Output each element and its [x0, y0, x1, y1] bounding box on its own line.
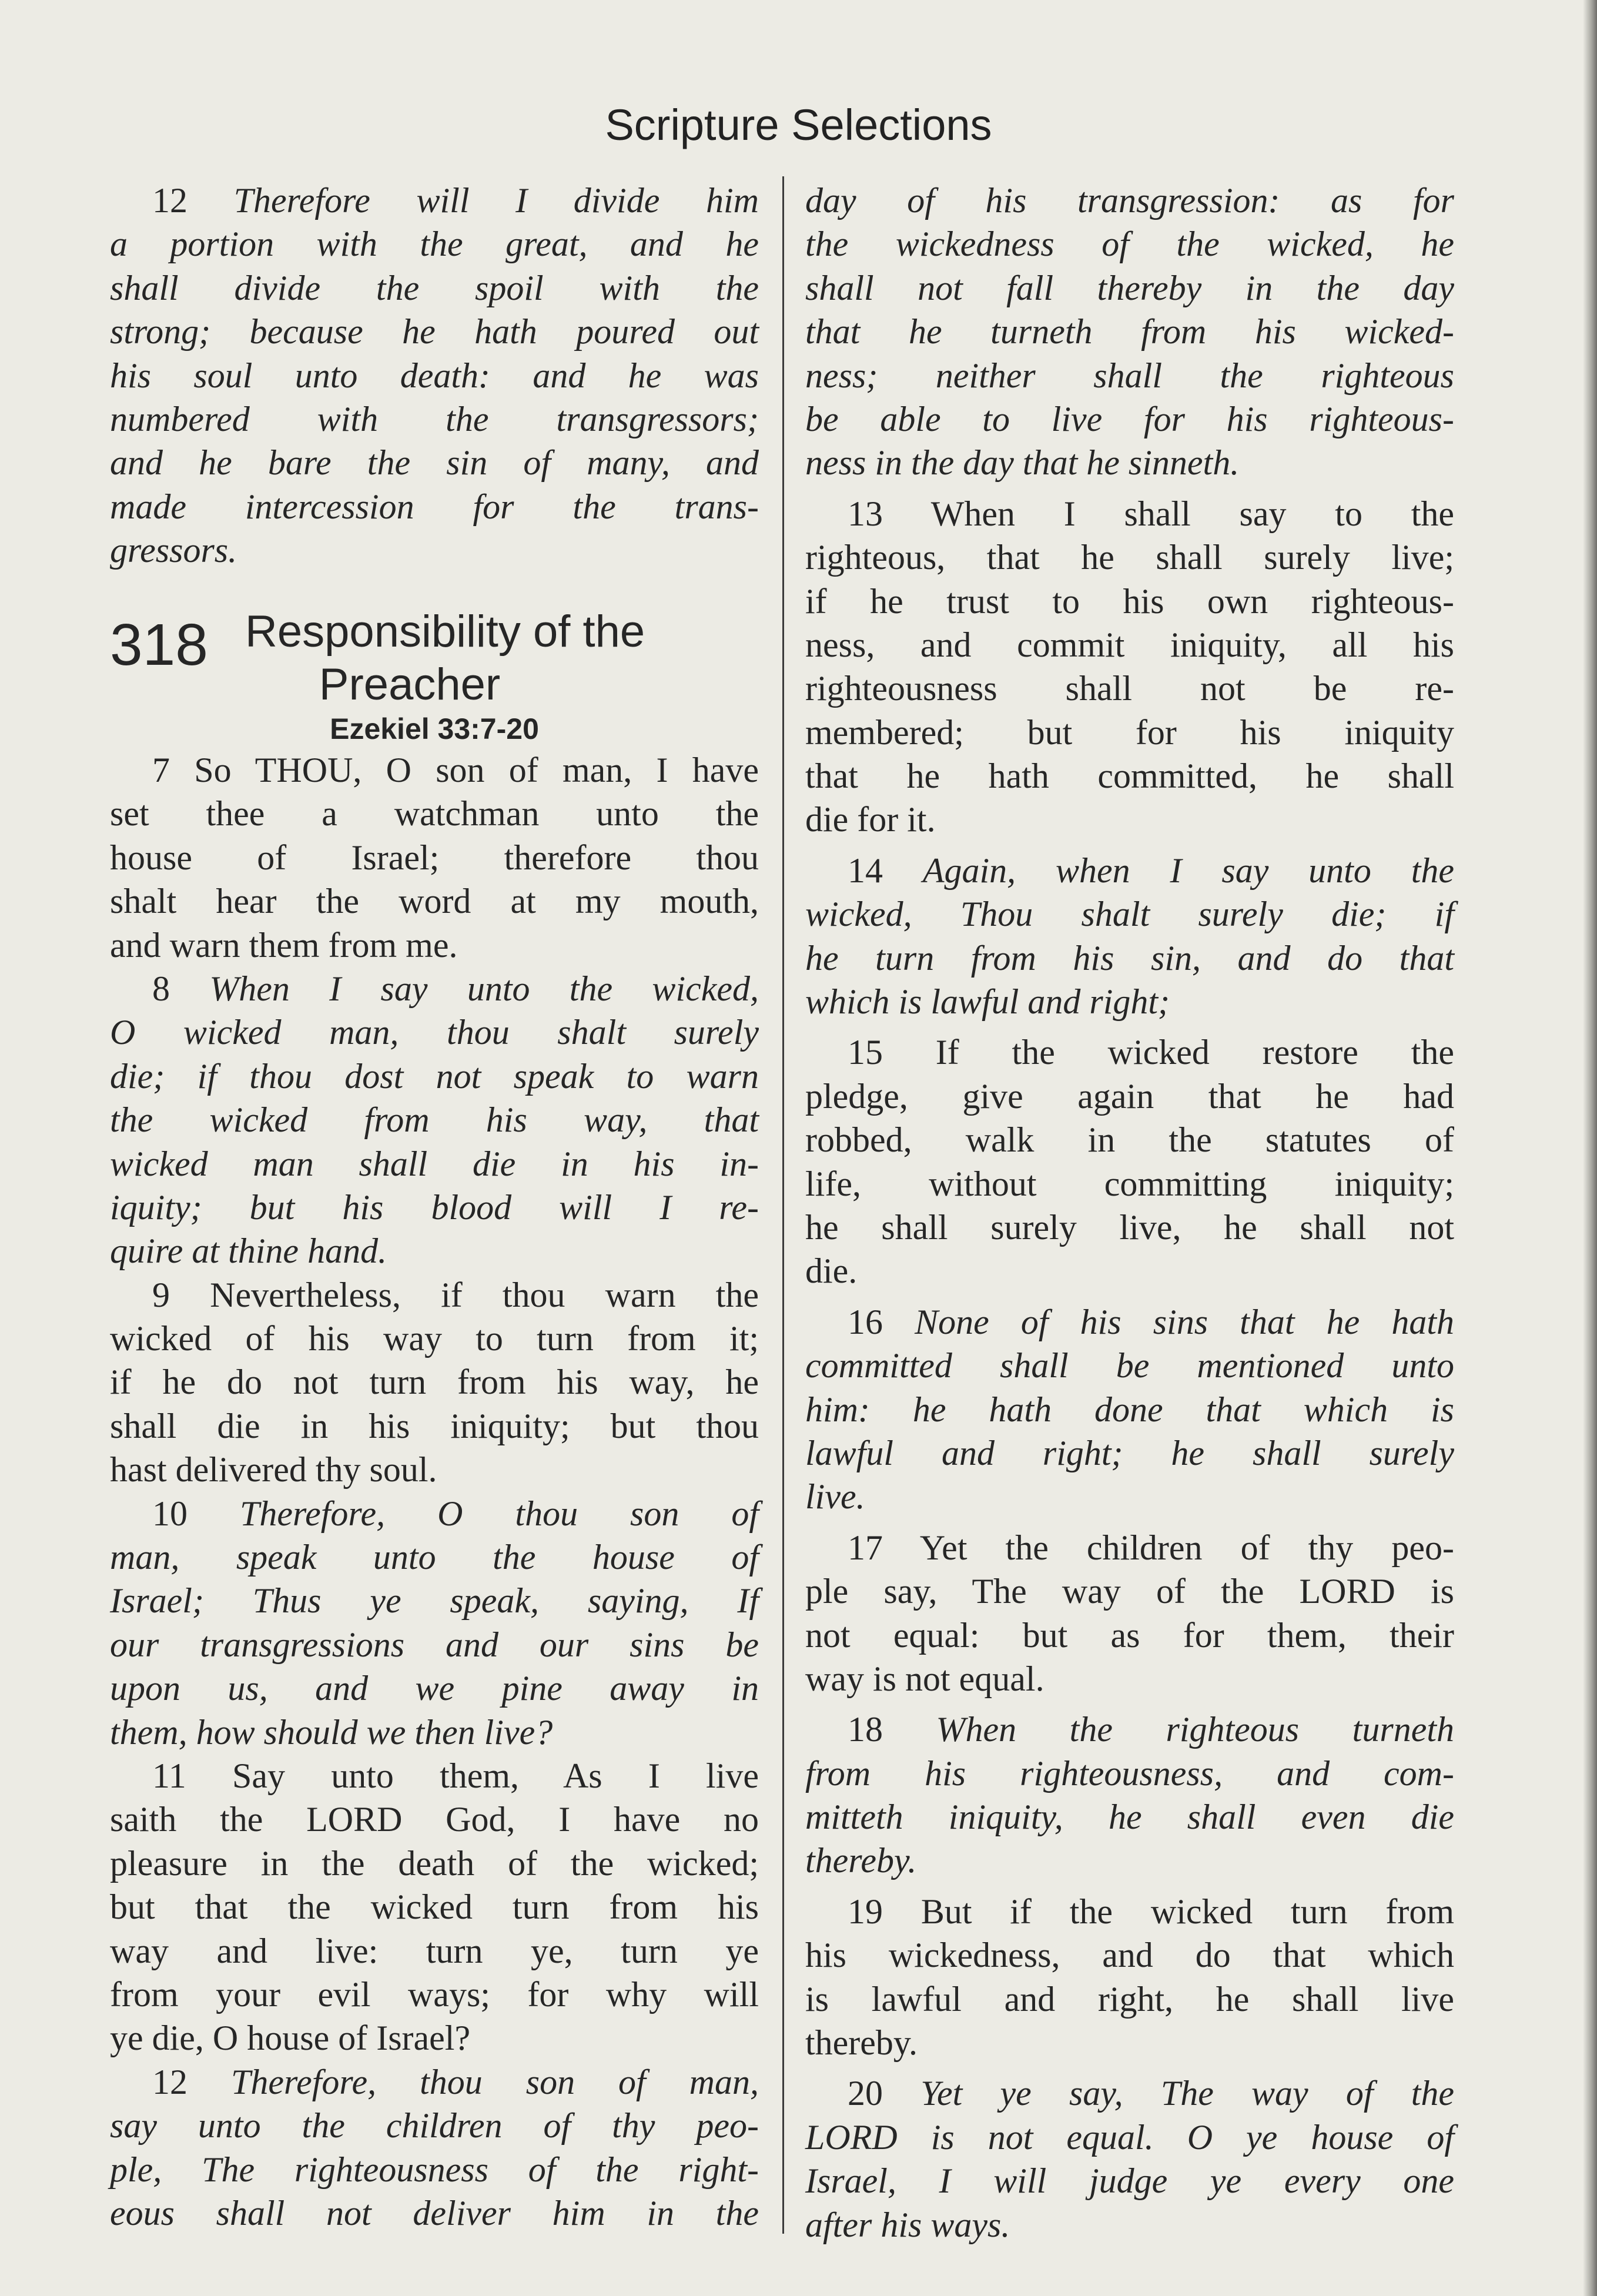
verse-number: 12 — [152, 2062, 188, 2101]
verse-paragraph — [805, 849, 1454, 1024]
verse-text: So THOU, O son of man, I have — [194, 751, 759, 789]
verse-text: ness; neither shall the righteous — [805, 356, 1454, 395]
text-line — [805, 936, 1454, 980]
verse-text: lawful and right; he shall surely — [805, 1433, 1454, 1472]
text-line — [110, 879, 759, 923]
verse-text: and warn them from me. — [110, 925, 458, 965]
verse-paragraph — [805, 179, 1454, 485]
verse-text: saith the LORD God, I have no — [110, 1800, 759, 1839]
verse-number: 19 — [848, 1892, 883, 1931]
verse-text: If the wicked restore the — [935, 1033, 1455, 1072]
verse-text: after his ways. — [805, 2205, 1010, 2244]
verse-number: 7 — [152, 751, 170, 789]
verse-paragraph — [805, 1300, 1454, 1519]
text-line — [805, 667, 1454, 710]
text-line — [110, 222, 759, 266]
text-line — [110, 266, 759, 310]
text-line — [805, 441, 1454, 484]
running-head: Scripture Selections — [605, 101, 992, 149]
verse-text: but that the wicked turn from his — [110, 1887, 759, 1927]
text-line — [110, 792, 759, 835]
text-line — [805, 1118, 1454, 1162]
text-line — [805, 798, 1454, 841]
verse-text: and he bare the sin of many, and — [110, 443, 759, 483]
text-line — [110, 2191, 759, 2235]
verse-paragraph — [110, 179, 759, 573]
verse-text: committed shall be mentioned unto — [805, 1346, 1454, 1385]
text-line — [110, 1798, 759, 1841]
text-line — [805, 2116, 1454, 2159]
text-line — [805, 1075, 1454, 1118]
verse-text: a portion with the great, and he — [110, 225, 759, 264]
verse-paragraph — [805, 1526, 1454, 1701]
verse-text: hast delivered thy soul. — [110, 1450, 437, 1490]
verse-text: righteous, that he shall surely live; — [805, 538, 1454, 577]
verse-text: Yet ye say, The way of the — [920, 2074, 1455, 2113]
verse-text: shall divide the spoil with the — [110, 268, 759, 307]
verse-paragraph — [805, 1890, 1454, 2065]
text-line — [110, 1842, 759, 1885]
verse-number: 16 — [848, 1302, 883, 1341]
text-line — [110, 2060, 759, 2104]
verse-number: 14 — [848, 851, 883, 890]
text-line — [110, 2104, 759, 2147]
text-line — [805, 580, 1454, 623]
verse-text: LORD is not equal. O ye house of — [805, 2117, 1454, 2157]
text-line — [110, 1317, 759, 1360]
verse-text: None of his sins that he hath — [915, 1302, 1454, 1341]
verse-text: them, how should we then live? — [110, 1712, 553, 1752]
verse-text: made intercession for the trans- — [110, 487, 759, 526]
text-line — [805, 1795, 1454, 1839]
column-divider — [782, 176, 784, 2234]
text-line — [805, 1657, 1454, 1701]
verse-text: shalt hear the word at my mouth, — [110, 882, 759, 921]
text-line — [805, 1708, 1454, 1751]
verse-paragraph — [110, 2060, 759, 2235]
text-line — [110, 1754, 759, 1798]
verse-text: pleasure in the death of the wicked; — [110, 1843, 759, 1883]
text-line — [805, 397, 1454, 441]
verse-number: 18 — [848, 1710, 883, 1749]
verse-paragraph — [805, 1708, 1454, 1883]
verse-text: membered; but for his iniquity — [805, 712, 1454, 752]
text-line — [805, 354, 1454, 397]
verse-text: not equal: but as for them, their — [805, 1615, 1454, 1655]
text-line — [110, 528, 759, 572]
text-line — [805, 310, 1454, 353]
verse-text: Again, when I say unto the — [922, 851, 1455, 890]
verse-paragraph — [110, 1492, 759, 1754]
text-line — [805, 754, 1454, 798]
verse-text: he shall surely live, he shall not — [805, 1207, 1454, 1247]
text-line — [110, 1360, 759, 1404]
section-number: 318 — [110, 612, 208, 678]
text-line — [805, 1431, 1454, 1475]
verse-number: 11 — [152, 1756, 186, 1795]
verse-text: that he hath committed, he shall — [805, 757, 1454, 796]
verse-text: upon us, and we pine away in — [110, 1669, 759, 1708]
text-line — [110, 1711, 759, 1754]
verse-text: quire at thine hand. — [110, 1231, 387, 1271]
verse-text: thereby. — [805, 1841, 917, 1880]
text-line — [110, 1929, 759, 1973]
verse-text: eous shall not deliver him in the — [110, 2193, 759, 2233]
verse-text: house of Israel; therefore thou — [110, 838, 759, 877]
text-line — [805, 1933, 1454, 1977]
text-line — [805, 1526, 1454, 1569]
verse-number: 10 — [152, 1494, 188, 1533]
text-line — [805, 1030, 1454, 1074]
verse-text: life, without committing iniquity; — [805, 1164, 1454, 1203]
verse-text: gressors. — [110, 531, 237, 570]
text-line — [110, 441, 759, 484]
verse-text: robbed, walk in the statutes of — [805, 1120, 1454, 1160]
verse-paragraph — [805, 2071, 1454, 2247]
text-line — [805, 1475, 1454, 1518]
verse-text: Israel; Thus ye speak, saying, If — [110, 1581, 759, 1621]
text-line — [110, 1492, 759, 1535]
text-line — [805, 980, 1454, 1023]
verse-text: Say unto them, As I live — [232, 1756, 759, 1795]
verse-text: pledge, give again that he had — [805, 1076, 1454, 1116]
text-line — [805, 1977, 1454, 2021]
verse-text: is lawful and right, he shall live — [805, 1979, 1454, 2019]
verse-text: way and live: turn ye, turn ye — [110, 1931, 759, 1970]
text-line — [805, 1162, 1454, 1206]
verse-number: 8 — [152, 969, 170, 1008]
verse-text: O wicked man, thou shalt surely — [110, 1013, 759, 1052]
verse-text: our transgressions and our sins be — [110, 1625, 759, 1664]
text-line — [805, 2071, 1454, 2115]
verse-text: But if the wicked turn from — [920, 1892, 1455, 1931]
verse-number: 20 — [848, 2074, 883, 2113]
text-line — [805, 2021, 1454, 2064]
text-line — [110, 1142, 759, 1186]
verse-text: that he turneth from his wicked- — [805, 312, 1454, 352]
verse-text: numbered with the transgressors; — [110, 399, 759, 439]
verse-number: 13 — [848, 494, 883, 533]
verse-text: ness, and commit iniquity, all his — [805, 625, 1454, 664]
text-line — [110, 1666, 759, 1710]
verse-text: die for it. — [805, 800, 936, 839]
verse-text: if he trust to his own righteous- — [805, 581, 1454, 621]
text-line — [110, 485, 759, 528]
verse-text: Nevertheless, if thou warn the — [210, 1275, 759, 1314]
text-line — [805, 1839, 1454, 1882]
verse-text: from your evil ways; for why will — [110, 1974, 759, 2014]
verse-text: strong; because he hath poured out — [110, 312, 759, 352]
section-title-line1: Responsibility of the — [245, 607, 645, 657]
verse-text: When the righteous turneth — [936, 1710, 1455, 1749]
text-line — [805, 535, 1454, 579]
verse-paragraph — [110, 1754, 759, 2060]
verse-text: die. — [805, 1251, 858, 1291]
verse-text: When I say unto the wicked, — [209, 969, 759, 1008]
text-line — [805, 711, 1454, 754]
verse-text: iquity; but his blood will I re- — [110, 1187, 759, 1227]
text-line — [110, 1404, 759, 1448]
verse-text: ye die, O house of Israel? — [110, 2019, 471, 2058]
verse-paragraph — [110, 748, 759, 967]
section-heading — [110, 605, 759, 752]
text-line — [110, 967, 759, 1010]
verse-paragraph — [110, 967, 759, 1273]
verse-paragraph — [110, 1273, 759, 1492]
text-line — [110, 1098, 759, 1142]
text-line — [110, 397, 759, 441]
text-line — [110, 1973, 759, 2016]
verse-text: the wickedness of the wicked, he — [805, 225, 1454, 264]
text-line — [110, 2016, 759, 2060]
verse-text: Israel, I will judge ye every one — [805, 2161, 1454, 2201]
text-line — [805, 1569, 1454, 1613]
verse-text: ple say, The way of the LORD is — [805, 1572, 1454, 1611]
verse-text: righteousness shall not be re- — [805, 669, 1454, 708]
verse-text: his soul unto death: and he was — [110, 356, 759, 395]
text-line — [805, 1752, 1454, 1795]
verse-paragraph — [805, 1030, 1454, 1293]
verse-text: which is lawful and right; — [805, 982, 1170, 1022]
text-line — [110, 2148, 759, 2191]
verse-text: set thee a watchman unto the — [110, 794, 759, 834]
text-line — [805, 849, 1454, 892]
text-line — [805, 623, 1454, 667]
section-title-line2: Preacher — [319, 660, 501, 709]
text-line — [110, 179, 759, 222]
verse-text: ple, The righteousness of the right- — [110, 2150, 759, 2189]
verse-text: way is not equal. — [805, 1659, 1044, 1698]
text-line — [805, 1388, 1454, 1431]
left-column-top — [110, 179, 759, 573]
text-line — [805, 222, 1454, 266]
verse-number: 9 — [152, 1275, 170, 1314]
verse-text: wicked man shall die in his in- — [110, 1144, 759, 1183]
verse-text: man, speak unto the house of — [110, 1538, 759, 1577]
text-line — [805, 266, 1454, 310]
verse-text: die; if thou dost not speak to warn — [110, 1056, 759, 1096]
verse-text: be able to live for his righteous- — [805, 399, 1454, 439]
verse-text: shall die in his iniquity; but thou — [110, 1406, 759, 1445]
page-edge — [1583, 0, 1597, 2296]
text-line — [110, 748, 759, 792]
text-line — [110, 1535, 759, 1579]
text-line — [805, 1890, 1454, 1933]
text-line — [110, 923, 759, 967]
text-line — [110, 1273, 759, 1317]
text-line — [110, 1885, 759, 1929]
verse-text: Therefore will I divide him — [233, 181, 759, 220]
text-line — [110, 1448, 759, 1491]
text-line — [110, 1623, 759, 1666]
verse-text: the wicked from his way, that — [110, 1100, 759, 1140]
text-line — [110, 1010, 759, 1054]
verse-text: When I shall say to the — [930, 494, 1455, 533]
text-line — [110, 1579, 759, 1622]
verse-text: thereby. — [805, 2023, 918, 2063]
text-line — [805, 1300, 1454, 1344]
scripture-reference: Ezekiel 33:7-20 — [330, 712, 539, 745]
verse-text: live. — [805, 1477, 865, 1517]
text-line — [110, 1229, 759, 1273]
text-line — [805, 1206, 1454, 1249]
text-line — [805, 2159, 1454, 2203]
verse-text: wicked of his way to turn from it; — [110, 1319, 759, 1358]
text-line — [110, 354, 759, 397]
verse-text: Yet the children of thy peo- — [919, 1528, 1454, 1567]
text-line — [805, 1249, 1454, 1293]
text-line — [805, 1344, 1454, 1387]
verse-text: say unto the children of thy peo- — [110, 2106, 759, 2146]
text-line — [110, 836, 759, 879]
text-line — [805, 2203, 1454, 2247]
verse-paragraph — [805, 492, 1454, 842]
text-line — [110, 1186, 759, 1229]
verse-number: 12 — [152, 181, 188, 220]
verse-text: mitteth iniquity, he shall even die — [805, 1798, 1454, 1837]
right-column — [805, 179, 1454, 2247]
verse-text: Therefore, O thou son of — [239, 1494, 759, 1533]
verse-number: 17 — [848, 1528, 883, 1567]
verse-text: if he do not turn from his way, he — [110, 1363, 759, 1402]
verse-text: Therefore, thou son of man, — [230, 2062, 759, 2101]
verse-text: from his righteousness, and com- — [805, 1753, 1454, 1793]
text-line — [805, 1614, 1454, 1657]
verse-text: his wickedness, and do that which — [805, 1936, 1454, 1975]
verse-text: wicked, Thou shalt surely die; if — [805, 895, 1454, 934]
verse-text: he turn from his sin, and do that — [805, 938, 1454, 978]
left-column-bottom — [110, 748, 759, 2235]
text-line — [805, 492, 1454, 535]
verse-text: ness in the day that he sinneth. — [805, 443, 1240, 483]
verse-text: him: he hath done that which is — [805, 1390, 1454, 1429]
text-line — [110, 310, 759, 353]
text-line — [110, 1055, 759, 1098]
text-line — [805, 179, 1454, 222]
verse-text: shall not fall thereby in the day — [805, 268, 1454, 307]
text-line — [805, 892, 1454, 936]
verse-text: day of his transgression: as for — [805, 181, 1454, 220]
verse-number: 15 — [848, 1033, 883, 1072]
